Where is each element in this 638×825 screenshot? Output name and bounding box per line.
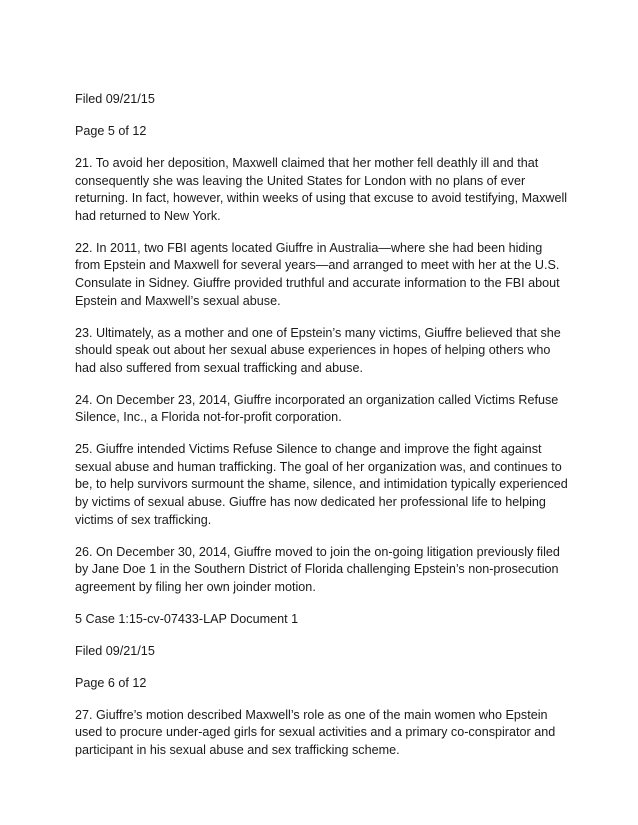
paragraph-26: 26. On December 30, 2014, Giuffre moved to join the on-going litigation previously filed by Jane Doe 1 in the Southern District of Florida challenging Epstein’s non-prosecution agreement by filing her own joinder motion. bbox=[75, 544, 560, 594]
paragraph-27: 27. Giuffre’s motion described Maxwell’s role as one of the main women who Epstein used to procure under-aged girls for sexual activities and a primary co-conspirator and participant in his sexual abuse and sex trafficking scheme. bbox=[75, 707, 556, 757]
paragraph-25: 25. Giuffre intended Victims Refuse Silence to change and improve the fight against sexual abuse and human trafficking. The goal of her organization was, and continues to be, to help survivors surmount the shame, silence, and intimidation typically experienced by victims of sexual abuse. Giuffre has now dedicated her professional life to helping victims of sex trafficking. bbox=[75, 442, 568, 527]
case-number-line: 5 Case 1:15-cv-07433-LAP Document 1 bbox=[75, 611, 299, 626]
paragraph-22: 22. In 2011, two FBI agents located Giuffre in Australia—where she had been hiding from Epstein and Maxwell for several years—and arranged to meet with her at the U.S. Consulate in Sidney. Giuffre provided truthful and accurate information to the FBI about Epstein and Maxwell’s sexual abuse. bbox=[75, 240, 560, 308]
paragraph-21: 21. To avoid her deposition, Maxwell claimed that her mother fell deathly ill and that consequently she was leaving the United States for London with no plans of ever returning. In fact, however, within weeks of using that excuse to avoid testifying, Maxwell had returned to New York. bbox=[75, 155, 568, 223]
filed-date-line: Filed 09/21/15 bbox=[75, 92, 155, 106]
paragraph-24: 24. On December 23, 2014, Giuffre incorporated an organization called Victims Refuse Silence, Inc., a Florida not-for-profit corporation. bbox=[75, 392, 559, 425]
filed-date-line: Filed 09/21/15 bbox=[75, 643, 155, 658]
page-number-line: Page 5 of 12 bbox=[75, 123, 147, 138]
paragraph-23: 23. Ultimately, as a mother and one of Epstein’s many victims, Giuffre believed that she should speak out about her sexual abuse experiences in hopes of helping others who had also suffered from sexual trafficking and abuse. bbox=[75, 325, 561, 375]
page-number-line: Page 6 of 12 bbox=[75, 675, 147, 690]
document-body bbox=[75, 91, 570, 774]
